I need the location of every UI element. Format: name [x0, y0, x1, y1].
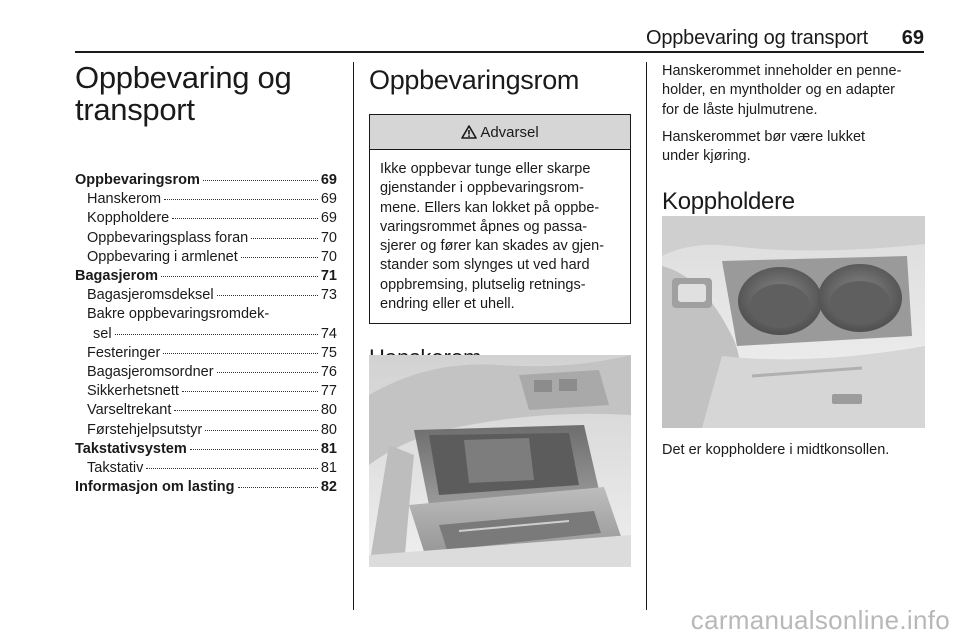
- table-of-contents: [75, 171, 337, 497]
- toc-entry-page: 69: [320, 191, 337, 208]
- toc-entry-label: Festeringer: [87, 344, 161, 361]
- warning-heading-text: Advarsel: [480, 123, 539, 141]
- toc-entry-page: 70: [320, 248, 337, 265]
- toc-leader-dots: [217, 295, 318, 296]
- toc-entry[interactable]: [75, 363, 337, 382]
- toc-leader-dots: [251, 238, 318, 239]
- warning-triangle-icon: [461, 125, 477, 139]
- toc-entry-page: 75: [320, 344, 337, 361]
- right-column: [662, 62, 928, 220]
- toc-entry-page: 80: [320, 402, 337, 419]
- toc-entry-label: Sikkerhetsnett: [87, 383, 179, 400]
- text-line: oppbremsing, plutselig retnings-: [380, 276, 586, 293]
- toc-entry-label: Bagasjeromsdeksel: [87, 287, 214, 304]
- header-rule: [75, 51, 924, 53]
- warning-box: [369, 114, 631, 324]
- toc-entry-page: 69: [320, 172, 337, 188]
- page-header: [0, 0, 960, 48]
- toc-leader-dots: [182, 391, 318, 392]
- toc-entry[interactable]: [75, 401, 337, 420]
- toc-entry[interactable]: [75, 478, 337, 497]
- toc-entry-label: Takstativsystem: [75, 440, 187, 457]
- toc-entry[interactable]: [75, 190, 337, 209]
- toc-entry-label: Førstehjelpsutstyr: [87, 421, 203, 438]
- toc-entry[interactable]: [75, 459, 337, 478]
- storage-column: [369, 62, 631, 372]
- glovebox-illustration: [369, 355, 631, 567]
- toc-entry[interactable]: [75, 382, 337, 401]
- toc-entry-label: Oppbevaringsrom: [75, 172, 200, 188]
- toc-entry[interactable]: [75, 229, 337, 248]
- cupholder-caption: Det er koppholdere i midtkonsollen.: [662, 442, 890, 458]
- toc-leader-dots: [174, 410, 318, 411]
- toc-entry[interactable]: [75, 248, 337, 267]
- text-line: sjerer og fører kan skades av gjen-: [380, 238, 605, 255]
- toc-entry-label: Takstativ: [87, 460, 144, 477]
- cupholder-illustration: [662, 216, 925, 428]
- toc-entry-label: Bagasjerom: [75, 268, 159, 285]
- toc-leader-dots: [190, 449, 318, 450]
- toc-entry-page: 81: [320, 460, 337, 477]
- toc-entry-page: 73: [320, 287, 337, 304]
- text-line: Hanskerommet bør være lukket: [662, 128, 866, 145]
- toc-entry-page: 82: [320, 479, 337, 496]
- toc-entry-page: 76: [320, 364, 337, 381]
- toc-entry-label: Informasjon om lasting: [75, 479, 235, 496]
- toc-leader-dots: [115, 334, 318, 335]
- page-number: 69: [901, 27, 924, 49]
- toc-leader-dots: [146, 468, 317, 469]
- column-divider-left: [353, 62, 354, 610]
- warning-text: [370, 150, 630, 323]
- text-line: under kjøring.: [662, 148, 751, 165]
- toc-entry-page: 74: [320, 325, 337, 342]
- toc-entry[interactable]: [75, 325, 337, 344]
- text-line: varingsrommet åpnes og passa-: [380, 218, 588, 235]
- glovebox-paragraph-1: [662, 62, 928, 120]
- toc-entry-label: Bagasjeromsordner: [87, 364, 214, 381]
- toc-entry-label: Hanskerom: [87, 191, 162, 208]
- chapter-title: [75, 62, 337, 126]
- toc-entry[interactable]: [75, 286, 337, 305]
- toc-leader-dots: [238, 487, 318, 488]
- toc-entry[interactable]: [75, 305, 337, 324]
- toc-entry-label: Varseltrekant: [87, 402, 172, 419]
- toc-entry[interactable]: [75, 421, 337, 440]
- toc-entry-label: Bakre oppbevaringsromdek-: [87, 306, 270, 323]
- toc-entry[interactable]: [75, 267, 337, 286]
- footer-watermark: carmanualsonline.info: [690, 605, 950, 635]
- chapter-title-line1: Oppbevaring og: [75, 60, 292, 95]
- text-line: mene. Ellers kan lokket på oppbe-: [380, 199, 600, 216]
- glovebox-paragraph-2: [662, 128, 928, 167]
- chapter-title-line2: transport: [75, 92, 195, 127]
- toc-entry-page: 70: [320, 229, 337, 246]
- text-line: gjenstander i oppbevaringsrom-: [380, 180, 584, 197]
- cupholder-photo: [662, 216, 925, 428]
- glovebox-photo: [369, 355, 631, 567]
- toc-entry[interactable]: [75, 209, 337, 228]
- toc-leader-dots: [172, 218, 318, 219]
- toc-leader-dots: [161, 276, 318, 277]
- toc-entry[interactable]: [75, 344, 337, 363]
- toc-leader-dots: [203, 180, 318, 181]
- toc-column: [75, 62, 337, 497]
- toc-leader-dots: [217, 372, 318, 373]
- text-line: Hanskerommet inneholder en penne-: [662, 63, 902, 79]
- toc-entry[interactable]: [75, 171, 337, 190]
- text-line: holder, en myntholder og en adapter: [662, 82, 895, 99]
- toc-leader-dots: [163, 353, 318, 354]
- warning-heading: [370, 115, 630, 150]
- toc-entry-page: 81: [320, 440, 337, 457]
- toc-entry-label: sel: [93, 325, 112, 342]
- section-title: Oppbevaringsrom: [369, 65, 580, 95]
- text-line: Ikke oppbevar tunge eller skarpe: [380, 161, 591, 177]
- text-line: stander som slynges ut ved hard: [380, 257, 590, 274]
- toc-entry-label: Oppbevaringsplass foran: [87, 229, 249, 246]
- toc-entry-page: 80: [320, 421, 337, 438]
- cupholders-title: Koppholdere: [662, 188, 795, 216]
- text-line: endring eller et uhell.: [380, 296, 515, 313]
- toc-entry-label: Koppholdere: [87, 210, 170, 227]
- toc-entry-label: Oppbevaring i armlenet: [87, 248, 238, 265]
- text-line: for de låste hjulmutrene.: [662, 101, 818, 118]
- column-divider-right: [646, 62, 647, 610]
- toc-entry[interactable]: [75, 440, 337, 459]
- toc-entry-page: 77: [320, 383, 337, 400]
- toc-entry-page: 71: [320, 268, 337, 285]
- running-header-title: Oppbevaring og transport: [645, 27, 868, 49]
- toc-leader-dots: [241, 257, 318, 258]
- toc-entry-page: 69: [320, 210, 337, 227]
- toc-leader-dots: [205, 430, 318, 431]
- toc-leader-dots: [164, 199, 318, 200]
